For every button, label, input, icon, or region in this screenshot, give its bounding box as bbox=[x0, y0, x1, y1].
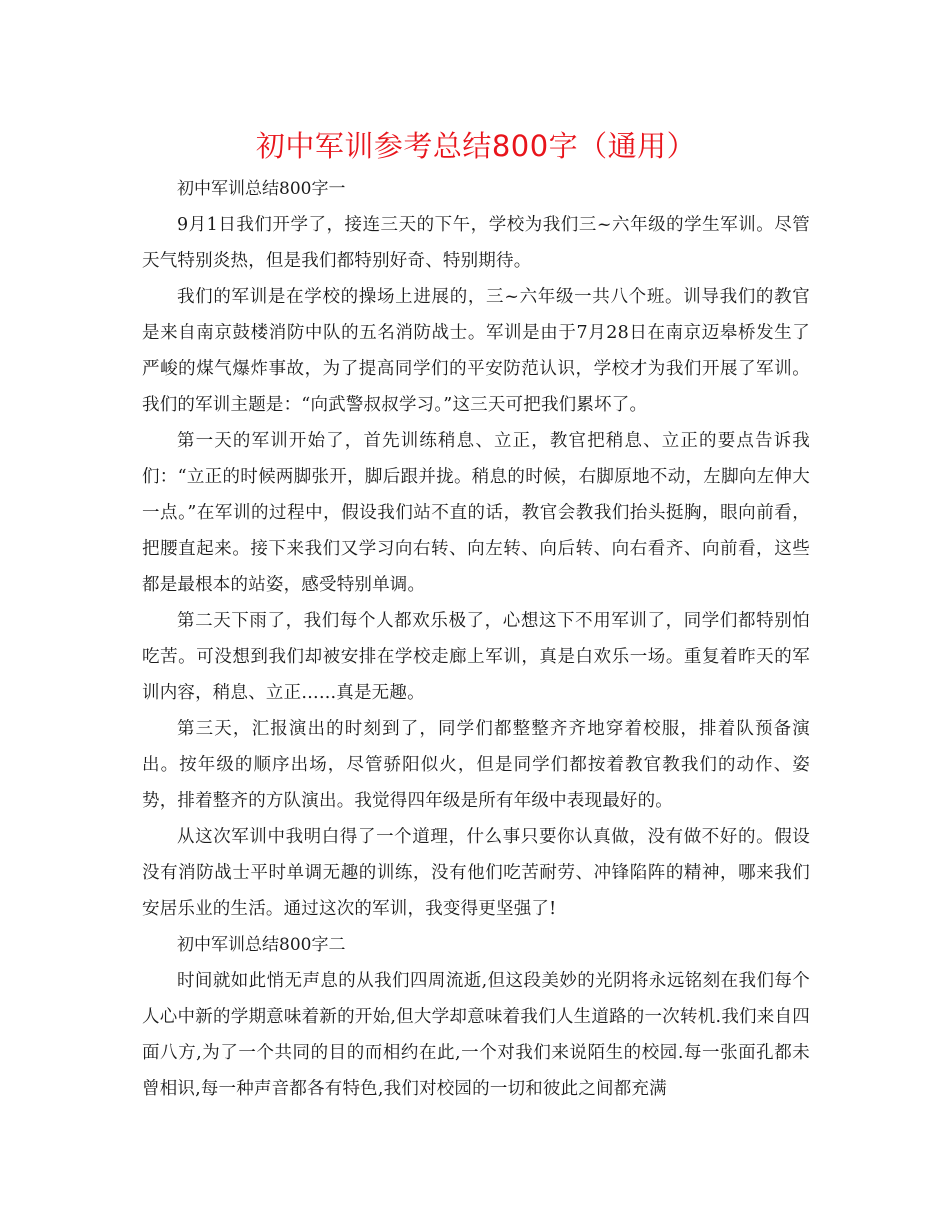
paragraph: 第一天的军训开始了，首先训练稍息、立正，教官把稍息、立正的要点告诉我们：“立正的时候两脚张开，脚后跟并拢。稍息的时候，右脚原地不动，左脚向左伸大一点。”在军训的过程中，假设我们站不直的话，教官会教我们抬头挺胸，眼向前看，把腰直起来。接下来我们又学习向右转、向左转、向后转、向右看齐、向前看，这些都是最根本的站姿，感受特别单调。 bbox=[142, 431, 810, 595]
document-title: 初中军训参考总结800字（通用） bbox=[255, 129, 697, 163]
paragraph: 9月1日我们开学了，接连三天的下午，学校为我们三~六年级的学生军训。尽管天气特别炎热，但是我们都特别好奇、特别期待。 bbox=[142, 215, 810, 271]
paragraph: 我们的军训是在学校的操场上进展的，三~六年级一共八个班。训导我们的教官是来自南京鼓楼消防中队的五名消防战士。军训是由于7月28日在南京迈皋桥发生了严峻的煤气爆炸事故，为了提高同学们的平安防范认识，学校才为我们开展了军训。我们的军训主题是：“向武警叔叔学习。”这三天可把我们累坏了。 bbox=[142, 287, 810, 415]
section-heading: 初中军训总结800字二 bbox=[177, 935, 346, 955]
paragraph: 时间就如此悄无声息的从我们四周流逝,但这段美妙的光阴将永远铭刻在我们每个人心中新的学期意味着新的开始,但大学却意味着我们人生道路的一次转机.我们来自四面八方,为了一个共同的目的而相约在此,一个对我们来说陌生的校园.每一张面孔都未曾相识,每一种声音都各有特色,我们对校园的一切和彼此之间都充满 bbox=[142, 971, 810, 1099]
paragraph: 从这次军训中我明白得了一个道理，什么事只要你认真做，没有做不好的。假设没有消防战士平时单调无趣的训练，没有他们吃苦耐劳、冲锋陷阵的精神，哪来我们安居乐业的生活。通过这次的军训，我变得更坚强了! bbox=[142, 827, 810, 919]
paragraph: 第二天下雨了，我们每个人都欢乐极了，心想这下不用军训了，同学们都特别怕吃苦。可没想到我们却被安排在学校走廊上军训，真是白欢乐一场。重复着昨天的军训内容，稍息、立正…...真是无趣。 bbox=[142, 611, 810, 703]
paragraph: 第三天，汇报演出的时刻到了，同学们都整整齐齐地穿着校服，排着队预备演出。按年级的顺序出场，尽管骄阳似火，但是同学们都按着教官教我们的动作、姿势，排着整齐的方队演出。我觉得四年级是所有年级中表现最好的。 bbox=[142, 719, 810, 811]
section-heading: 初中军训总结800字一 bbox=[177, 179, 346, 199]
document-page bbox=[142, 126, 810, 1107]
